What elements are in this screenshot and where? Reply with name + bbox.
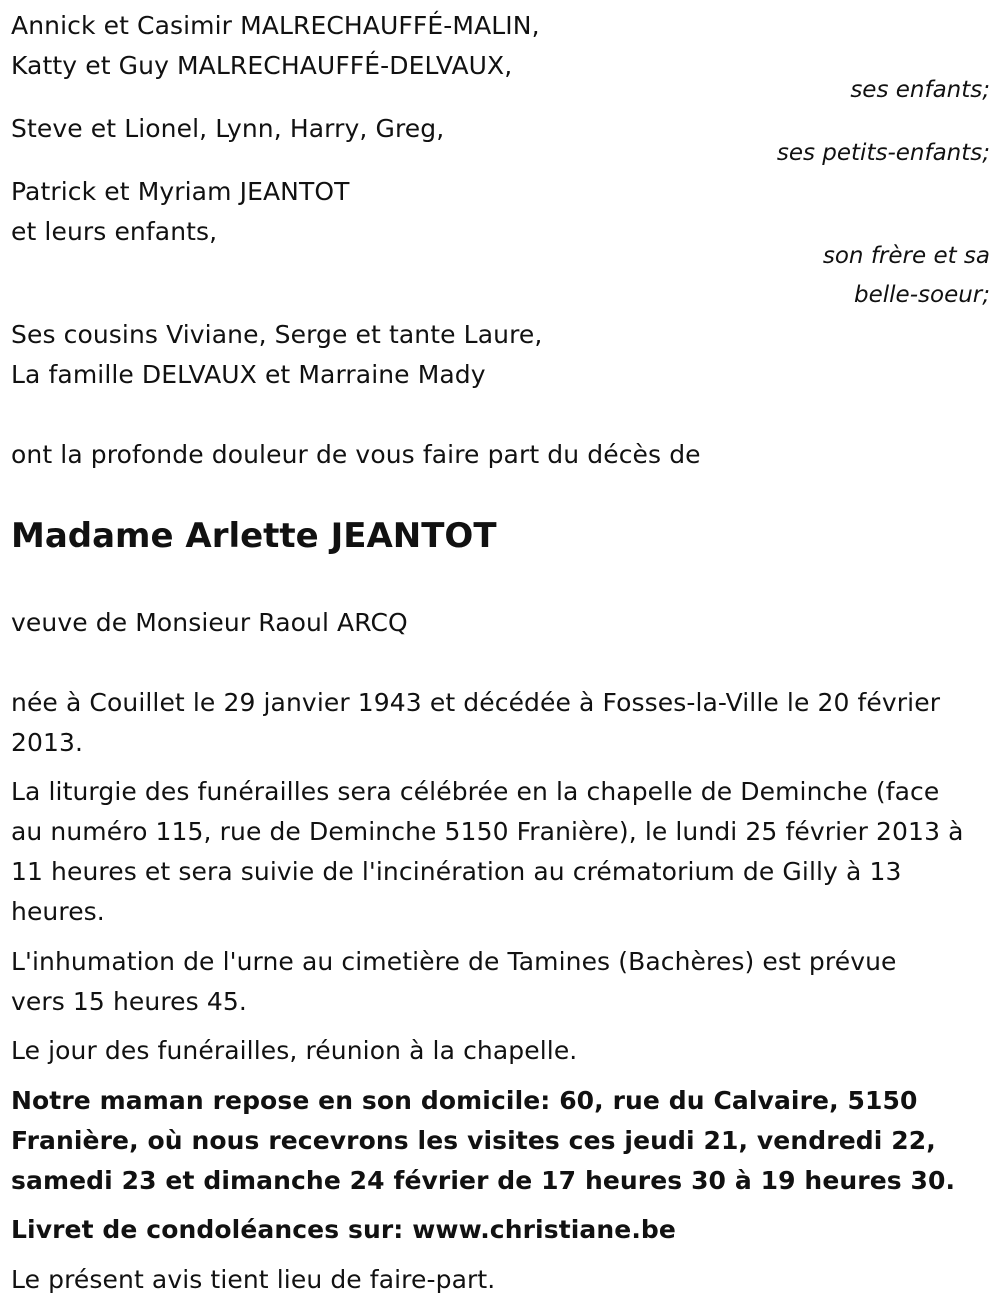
liturgy-line-3: 11 heures et sera suivie de l'incinération au crématorium de Gilly à 13 [11,857,902,886]
inhumation-line-2: vers 15 heures 45. [11,987,247,1016]
liturgy-line-2: au numéro 115, rue de Deminche 5150 Franière), le lundi 25 février 2013 à [11,817,964,846]
birth-death-line-1: née à Couillet le 29 janvier 1943 et décédée à Fosses-la-Ville le 20 février [11,688,941,717]
sibling-line-1: Patrick et Myriam JEANTOT [11,177,350,206]
others-line-2: La famille DELVAUX et Marraine Mady [11,360,486,389]
children-line-1: Annick et Casimir MALRECHAUFFÉ-MALIN, [11,11,540,40]
birth-death-line-2: 2013. [11,728,84,757]
inhumation-line-1: L'inhumation de l'urne au cimetière de Tamines (Bachères) est prévue [11,947,897,976]
deceased-name: Madame Arlette JEANTOT [11,516,497,556]
condolences-text: Livret de condoléances sur: www.christiane.be [11,1215,676,1244]
notice-text: Le présent avis tient lieu de faire-part. [11,1265,496,1294]
widow-of-text: veuve de Monsieur Raoul ARCQ [11,608,408,637]
liturgy-line-4: heures. [11,897,105,926]
liturgy-line-1: La liturgie des funérailles sera célébrée en la chapelle de Deminche (face [11,777,940,806]
grandchildren-line: Steve et Lionel, Lynn, Harry, Greg, [11,114,445,143]
visits-line-1: Notre maman repose en son domicile: 60, rue du Calvaire, 5150 [11,1086,918,1115]
others-line-1: Ses cousins Viviane, Serge et tante Laure, [11,320,543,349]
visits-line-2: Franière, où nous recevrons les visites ces jeudi 21, vendredi 22, [11,1126,936,1155]
gathering-text: Le jour des funérailles, réunion à la chapelle. [11,1036,578,1065]
grandchildren-role: ses petits-enfants; [776,140,990,166]
sibling-role-line-2: belle-soeur; [854,282,990,308]
sibling-role-line-1: son frère et sa [822,243,990,269]
sibling-line-2: et leurs enfants, [11,217,218,246]
announcement-text: ont la profonde douleur de vous faire part du décès de [11,440,701,469]
children-role: ses enfants; [850,77,990,103]
visits-line-3: samedi 23 et dimanche 24 février de 17 heures 30 à 19 heures 30. [11,1166,956,1195]
children-line-2: Katty et Guy MALRECHAUFFÉ-DELVAUX, [11,51,513,80]
obituary-notice [11,0,990,1315]
